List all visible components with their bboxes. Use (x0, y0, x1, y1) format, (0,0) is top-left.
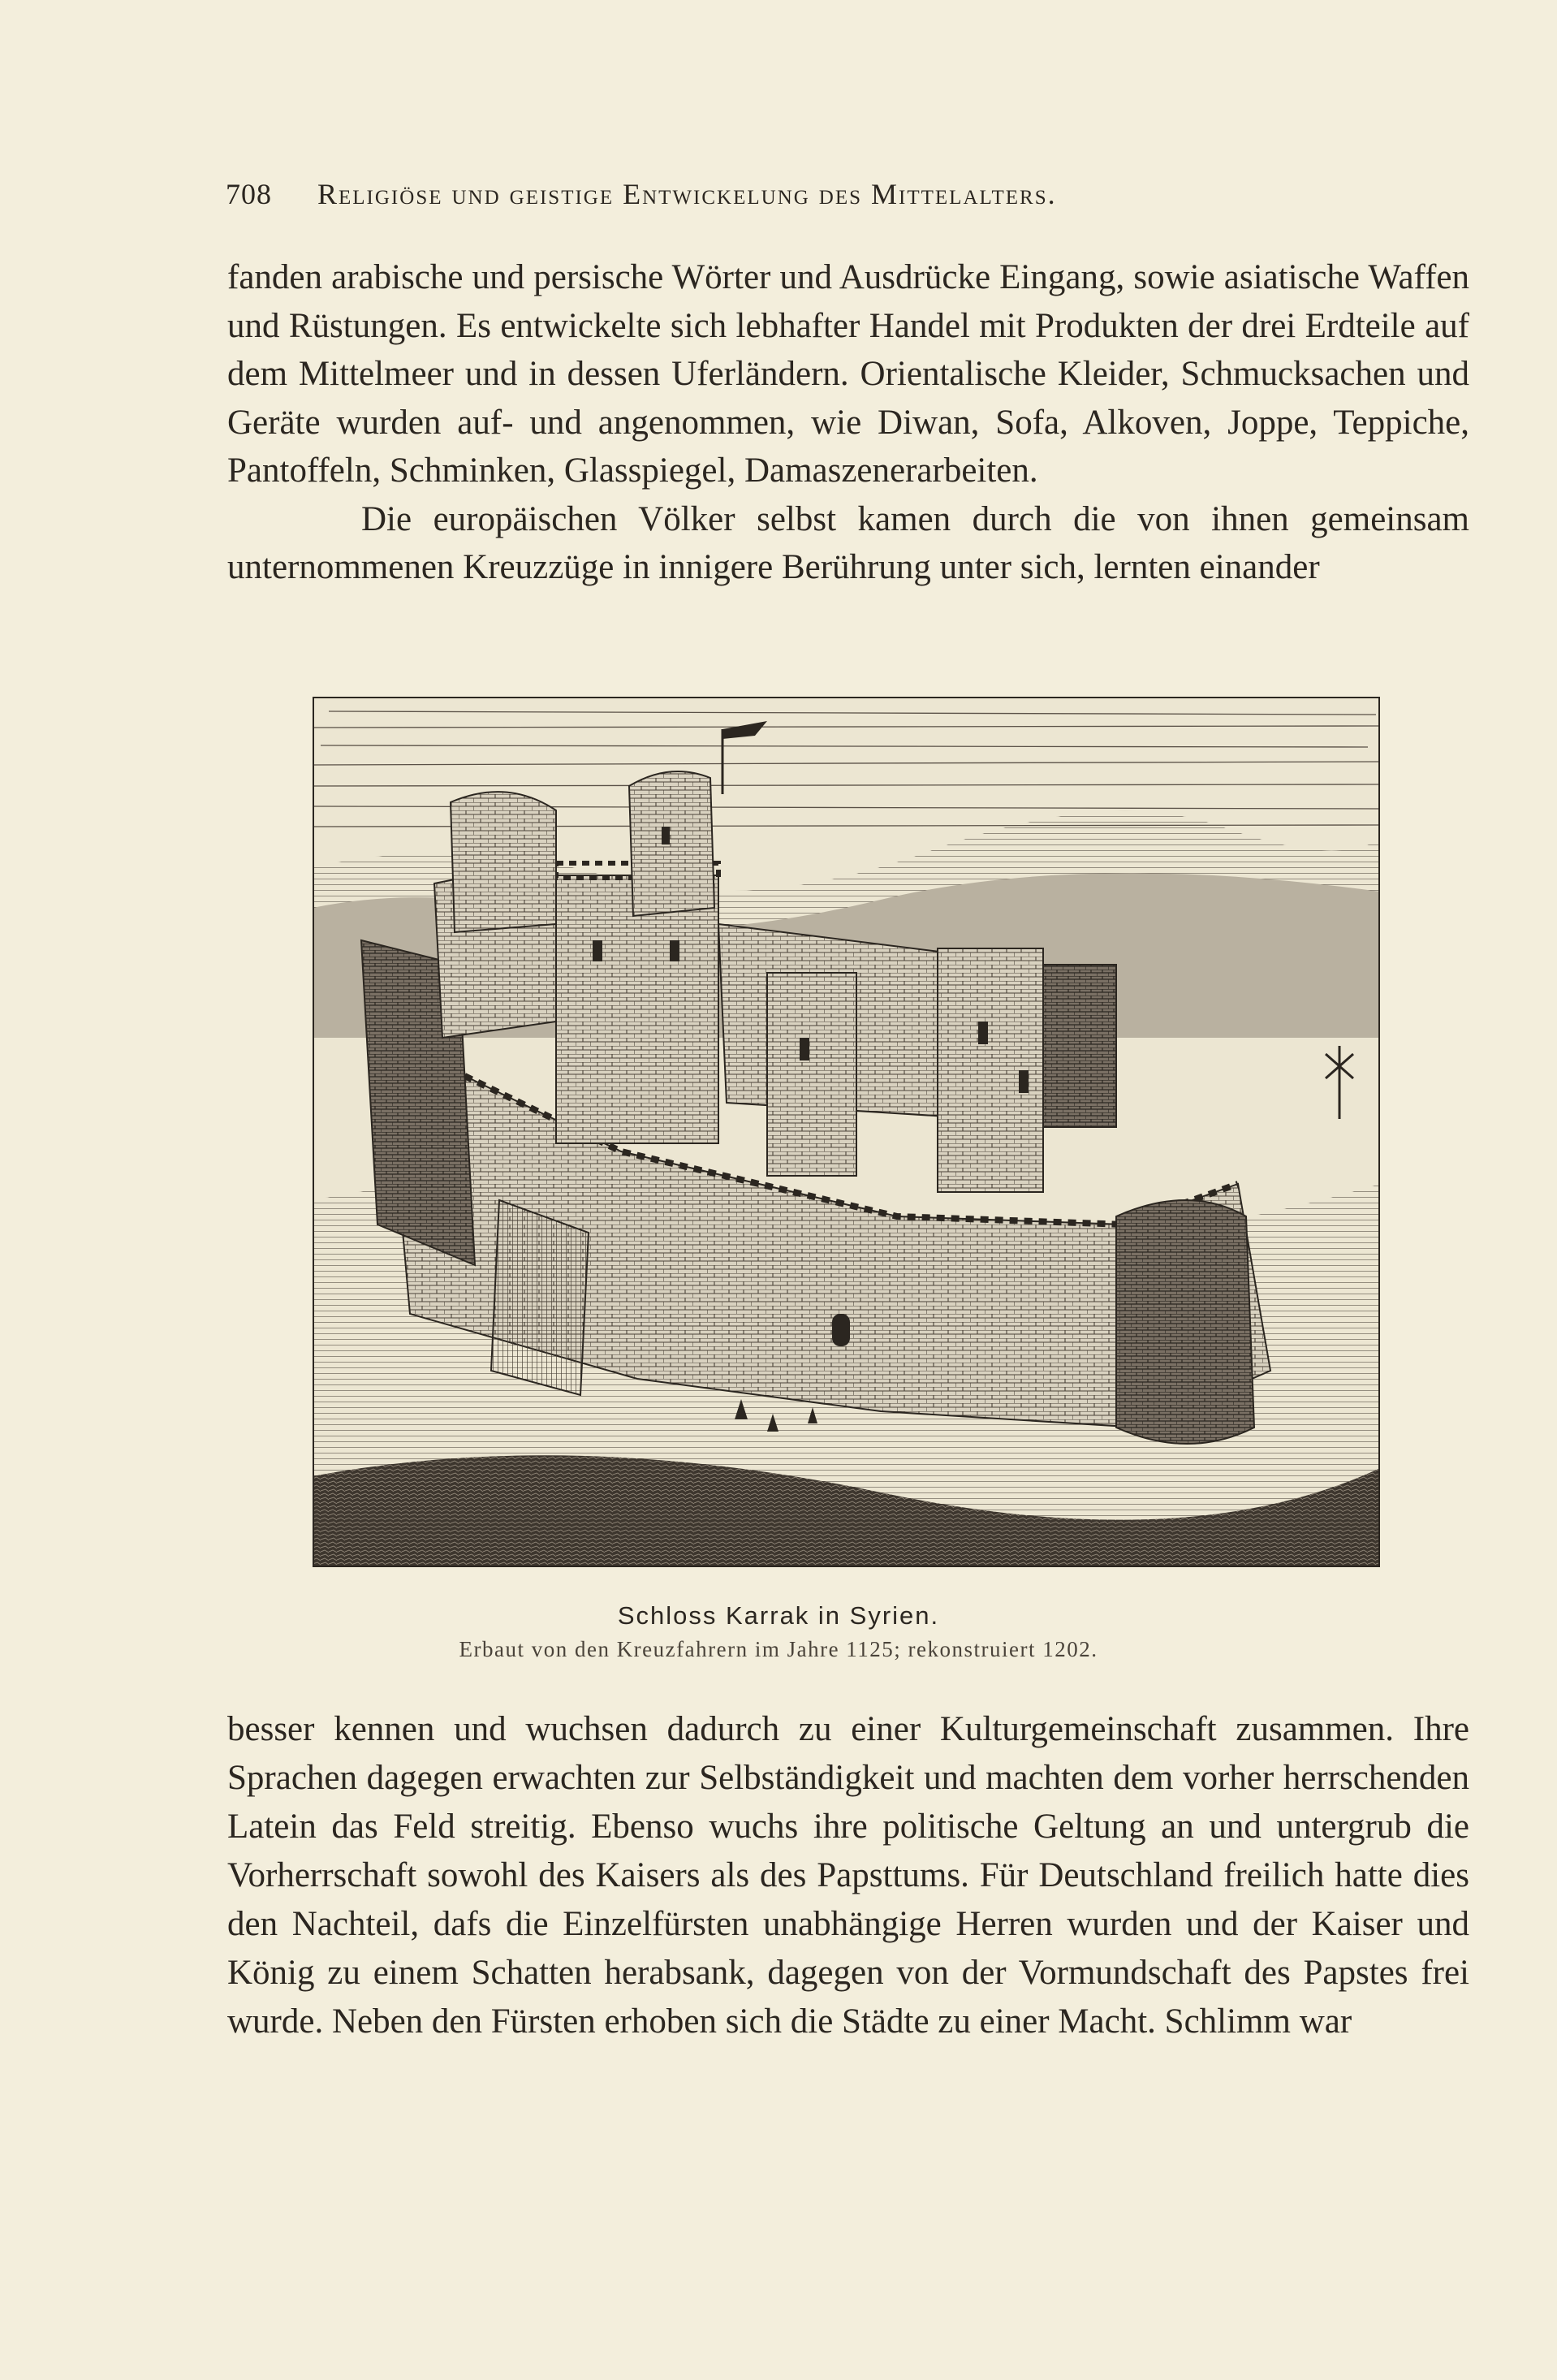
body-text-top (227, 253, 1469, 592)
paragraph: Die europäischen Völker selbst kamen durch die von ihnen gemeinsam unternommenen Kreuzzüge in innigere Berührung unter sich, lernten einander (227, 499, 1469, 586)
running-header (226, 177, 1484, 211)
paragraph: fanden arabische und persische Wörter und Ausdrücke Eingang, sowie asiatische Waffen und Rüstungen. Es entwickelte sich lebhafter Handel mit Produkten der drei Erdteile auf dem Mittelmeer und in dessen Uferländern. Orientalische Kleider, Schmucksachen und Geräte wurden auf- und angenommen, wie Diwan, Sofa, Alkoven, Joppe, Teppiche, Pantoffeln, Schminken, Glasspiegel, Damaszenerarbeiten. (227, 258, 1469, 490)
castle-engraving (313, 697, 1380, 1567)
running-title: Religiöse und geistige Entwickelung des Mittelalters. (317, 178, 1057, 210)
page-number: 708 (226, 178, 272, 210)
body-text-bottom (227, 1705, 1469, 2046)
paragraph: besser kennen und wuchsen dadurch zu einer Kulturgemeinschaft zusammen. Ihre Sprachen dagegen erwachten zur Selbständigkeit und machten dem vorher herrschenden Latein das Feld streitig. Ebenso wuchs ihre politische Geltung an und untergrub die Vorherrschaft sowohl des Kaisers als des Papsttums. Für Deutschland freilich hatte dies den Nachteil, dafs die Einzelfürsten unabhängige Herren wurden und der Kaiser und König zu einem Schatten herabsank, dagegen von der Vormundschaft des Papstes frei wurde. Neben den Fürsten erhoben sich die Städte zu einer Macht. Schlimm war (227, 1710, 1469, 2041)
figure-subcaption: Erbaut von den Kreuzfahrern im Jahre 1125; rekonstruiert 1202. (459, 1637, 1098, 1661)
engraving-illustration (313, 697, 1380, 1567)
figure-caption: Schloss Karrak in Syrien. (617, 1601, 940, 1630)
